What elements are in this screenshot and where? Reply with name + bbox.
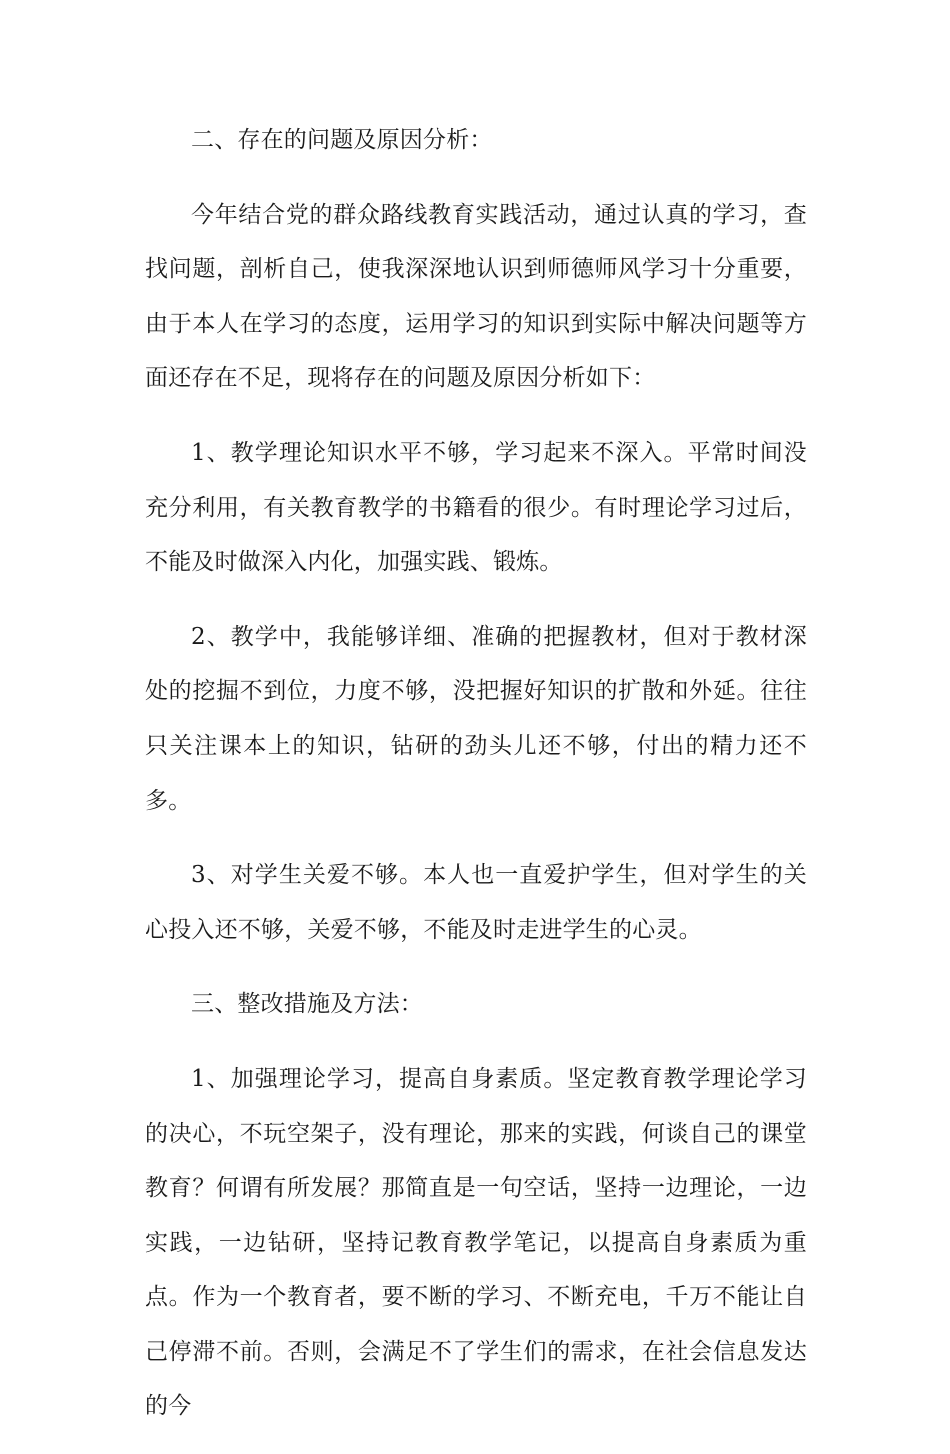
section-heading-measures: 三、整改措施及方法： [191,991,423,1018]
document-page [145,113,807,1454]
section-heading-problems: 二、存在的问题及原因分析： [191,127,493,153]
paragraph-problem-3: 3、对学生关爱不够。本人也一直爱护学生，但对学生的关心投入还不够，关爱不够，不能及时走进学生的心灵。 [145,862,807,943]
paragraph-intro: 今年结合党的群众路线教育实践活动，通过认真的学习，查找问题，剖析自己，使我深深地认识到师德师风学习十分重要，由于本人在学习的态度，运用学习的知识到实际中解决问题等方面还存在不足，现将存在的问题及原因分析如下： [145,201,807,392]
paragraph-problem-1: 1、教学理论知识水平不够，学习起来不深入。平常时间没充分利用，有关教育教学的书籍看的很少。有时理论学习过后，不能及时做深入内化，加强实践、锻炼。 [145,439,807,576]
paragraph-problem-2: 2、教学中，我能够详细、准确的把握教材，但对于教材深处的挖掘不到位，力度不够，没把握好知识的扩散和外延。往往只关注课本上的知识，钻研的劲头儿还不够，付出的精力还不多。 [145,623,807,814]
paragraph-measure-1: 1、加强理论学习，提高自身素质。坚定教育教学理论学习的决心，不玩空架子，没有理论，那来的实践，何谈自己的课堂教育？何谓有所发展？那简直是一句空话，坚持一边理论，一边实践，一边钻研，坚持记教育教学笔记，以提高自身素质为重点。作为一个教育者，要不断的学习、不断充电，千万不能让自己停滞不前。否则，会满足不了学生们的需求，在社会信息发达的今 [145,1065,807,1420]
